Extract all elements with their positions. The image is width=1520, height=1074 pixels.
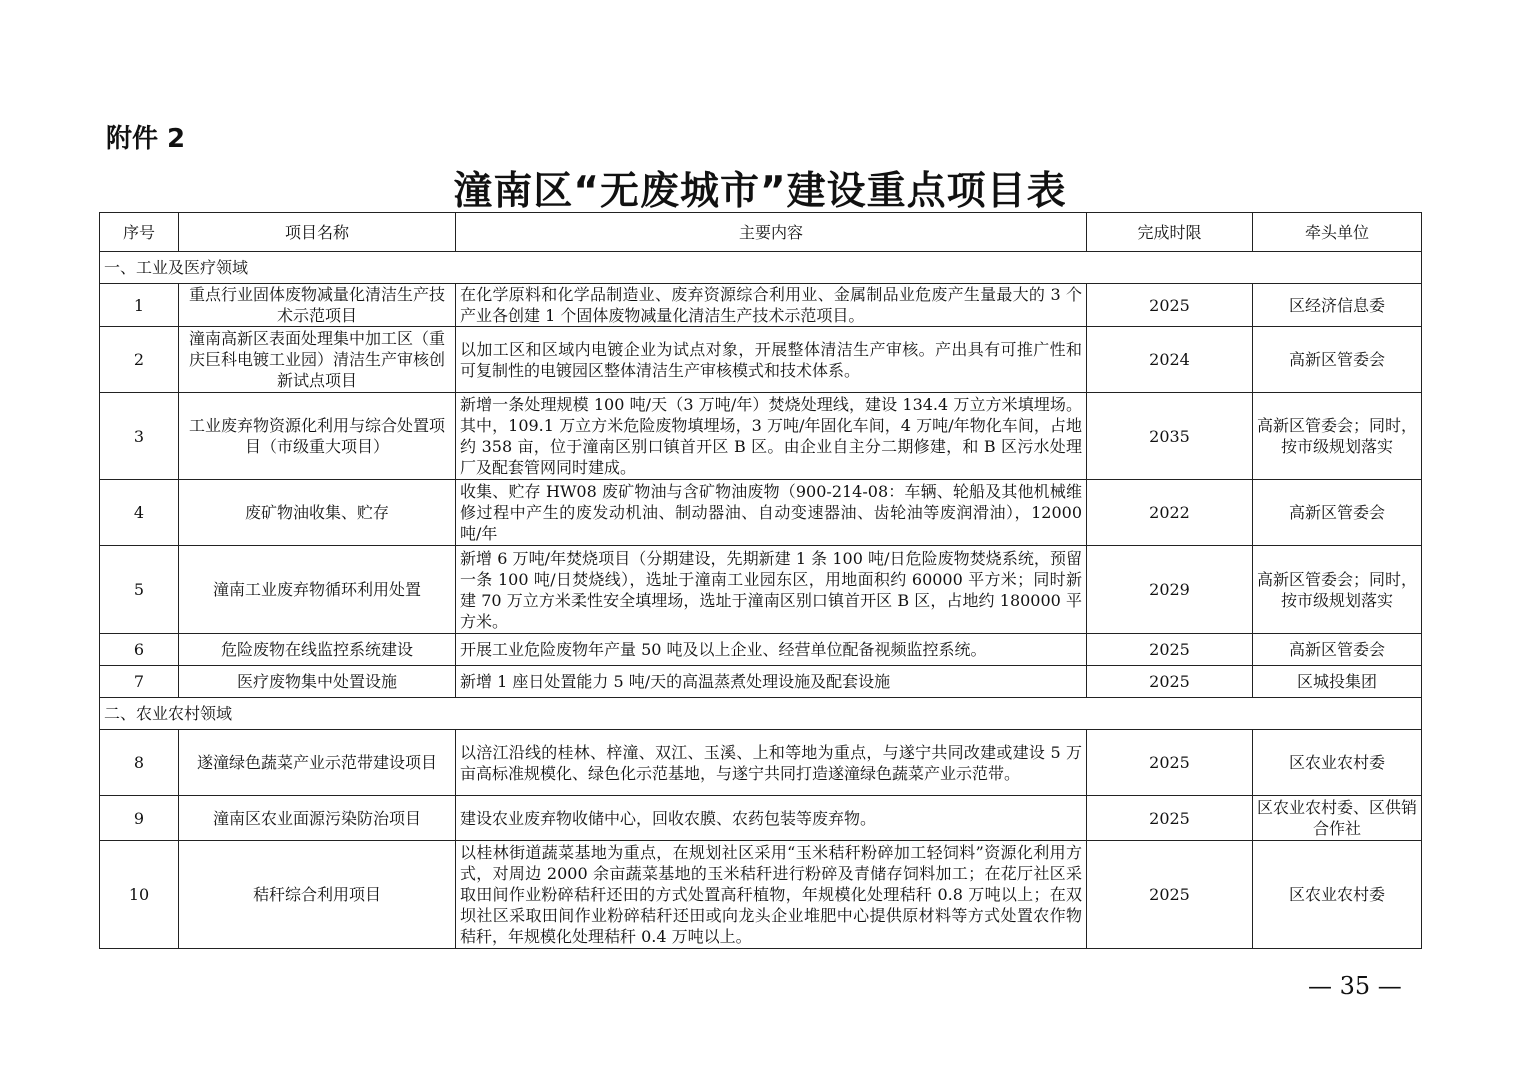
section-label: 一、工业及医疗领域 — [100, 252, 1422, 284]
cell-lead: 高新区管委会 — [1253, 327, 1422, 393]
cell-deadline: 2025 — [1087, 841, 1253, 949]
cell-content: 收集、贮存 HW08 废矿物油与含矿物油废物（900-214-08：车辆、轮船及其他机械维修过程中产生的废发动机油、制动器油、自动变速器油、齿轮油等废润滑油），12000 吨/年 — [456, 480, 1087, 546]
cell-deadline: 2025 — [1087, 666, 1253, 698]
header-deadline: 完成时限 — [1087, 213, 1253, 252]
cell-content: 新增一条处理规模 100 吨/天（3 万吨/年）焚烧处理线，建设 134.4 万立方米填埋场。 其中，109.1 万立方米危险废物填埋场，3 万吨/年固化车间，4 万吨/年物化车间，占地约 358 亩，位于潼南区别口镇首开区 B 区。由企业自主分二期修建，和 B 区污水处理厂及配套管网同时建成。 — [456, 393, 1087, 480]
cell-lead: 高新区管委会 — [1253, 480, 1422, 546]
document-title: 潼南区“无废城市”建设重点项目表 — [453, 169, 1067, 214]
cell-deadline: 2022 — [1087, 480, 1253, 546]
table-row — [100, 666, 1422, 698]
cell-lead: 区农业农村委、区供销合作社 — [1253, 796, 1422, 841]
cell-no: 7 — [100, 666, 179, 698]
cell-lead: 高新区管委会；同时，按市级规划落实 — [1253, 546, 1422, 634]
page-number: — 35 — — [1308, 972, 1402, 1000]
cell-no: 3 — [100, 393, 179, 480]
cell-name: 工业废弃物资源化利用与综合处置项目（市级重大项目） — [179, 393, 456, 480]
header-lead: 牵头单位 — [1253, 213, 1422, 252]
cell-no: 10 — [100, 841, 179, 949]
cell-content: 新增 6 万吨/年焚烧项目（分期建设，先期新建 1 条 100 吨/日危险废物焚烧系统，预留一条 100 吨/日焚烧线），选址于潼南工业园东区，用地面积约 60000 平方米；同时新建 70 万立方米柔性安全填埋场，选址于潼南区别口镇首开区 B 区，占地约 180000 平方米。 — [456, 546, 1087, 634]
cell-no: 8 — [100, 730, 179, 796]
cell-deadline: 2029 — [1087, 546, 1253, 634]
section-row — [100, 252, 1422, 284]
cell-deadline: 2024 — [1087, 327, 1253, 393]
cell-lead: 区城投集团 — [1253, 666, 1422, 698]
cell-lead: 区农业农村委 — [1253, 841, 1422, 949]
table-row — [100, 327, 1422, 393]
cell-content: 开展工业危险废物年产量 50 吨及以上企业、经营单位配备视频监控系统。 — [456, 634, 1087, 666]
table-row — [100, 841, 1422, 949]
cell-no: 1 — [100, 284, 179, 327]
cell-name: 重点行业固体废物减量化清洁生产技术示范项目 — [179, 284, 456, 327]
project-table — [99, 212, 1422, 949]
cell-content: 建设农业废弃物收储中心，回收农膜、农药包装等废弃物。 — [456, 796, 1087, 841]
cell-name: 废矿物油收集、贮存 — [179, 480, 456, 546]
cell-content: 以涪江沿线的桂林、梓潼、双江、玉溪、上和等地为重点，与遂宁共同改建或建设 5 万亩高标准规模化、绿色化示范基地，与遂宁共同打造遂潼绿色蔬菜产业示范带。 — [456, 730, 1087, 796]
cell-deadline: 2025 — [1087, 634, 1253, 666]
cell-name: 秸秆综合利用项目 — [179, 841, 456, 949]
section-row — [100, 698, 1422, 730]
table-header-row — [100, 213, 1422, 252]
table-row — [100, 480, 1422, 546]
table-row — [100, 730, 1422, 796]
header-no: 序号 — [100, 213, 179, 252]
cell-content: 以加工区和区域内电镀企业为试点对象，开展整体清洁生产审核。产出具有可推广性和可复制性的电镀园区整体清洁生产审核模式和技术体系。 — [456, 327, 1087, 393]
table-row — [100, 284, 1422, 327]
cell-no: 6 — [100, 634, 179, 666]
cell-name: 潼南高新区表面处理集中加工区（重庆巨科电镀工业园）清洁生产审核创新试点项目 — [179, 327, 456, 393]
cell-content: 在化学原料和化学品制造业、废弃资源综合利用业、金属制品业危废产生量最大的 3 个产业各创建 1 个固体废物减量化清洁生产技术示范项目。 — [456, 284, 1087, 327]
table-row — [100, 546, 1422, 634]
header-content: 主要内容 — [456, 213, 1087, 252]
cell-name: 危险废物在线监控系统建设 — [179, 634, 456, 666]
cell-name: 潼南工业废弃物循环利用处置 — [179, 546, 456, 634]
cell-name: 遂潼绿色蔬菜产业示范带建设项目 — [179, 730, 456, 796]
cell-lead: 高新区管委会 — [1253, 634, 1422, 666]
cell-name: 医疗废物集中处置设施 — [179, 666, 456, 698]
cell-content: 新增 1 座日处置能力 5 吨/天的高温蒸煮处理设施及配套设施 — [456, 666, 1087, 698]
table-row — [100, 393, 1422, 480]
header-name: 项目名称 — [179, 213, 456, 252]
cell-deadline: 2025 — [1087, 284, 1253, 327]
cell-content: 以桂林街道蔬菜基地为重点，在规划社区采用“玉米秸秆粉碎加工轻饲料”资源化利用方式，对周边 2000 余亩蔬菜基地的玉米秸秆进行粉碎及青储存饲料加工；在花厅社区采取田间作业粉碎秸秆还田的方式处置高秆植物，年规模化处理秸秆 0.8 万吨以上；在双坝社区采取田间作业粉碎秸秆还田或向龙头企业堆肥中心提供原材料等方式处置农作物秸秆，年规模化处理秸秆 0.4 万吨以上。 — [456, 841, 1087, 949]
cell-name: 潼南区农业面源污染防治项目 — [179, 796, 456, 841]
cell-lead: 区农业农村委 — [1253, 730, 1422, 796]
table-row — [100, 796, 1422, 841]
cell-lead: 区经济信息委 — [1253, 284, 1422, 327]
cell-deadline: 2025 — [1087, 796, 1253, 841]
cell-deadline: 2035 — [1087, 393, 1253, 480]
cell-no: 5 — [100, 546, 179, 634]
cell-deadline: 2025 — [1087, 730, 1253, 796]
cell-no: 9 — [100, 796, 179, 841]
cell-no: 2 — [100, 327, 179, 393]
section-label: 二、农业农村领域 — [100, 698, 1422, 730]
cell-lead: 高新区管委会；同时，按市级规划落实 — [1253, 393, 1422, 480]
cell-no: 4 — [100, 480, 179, 546]
table-row — [100, 634, 1422, 666]
attachment-label: 附件 2 — [106, 124, 186, 154]
